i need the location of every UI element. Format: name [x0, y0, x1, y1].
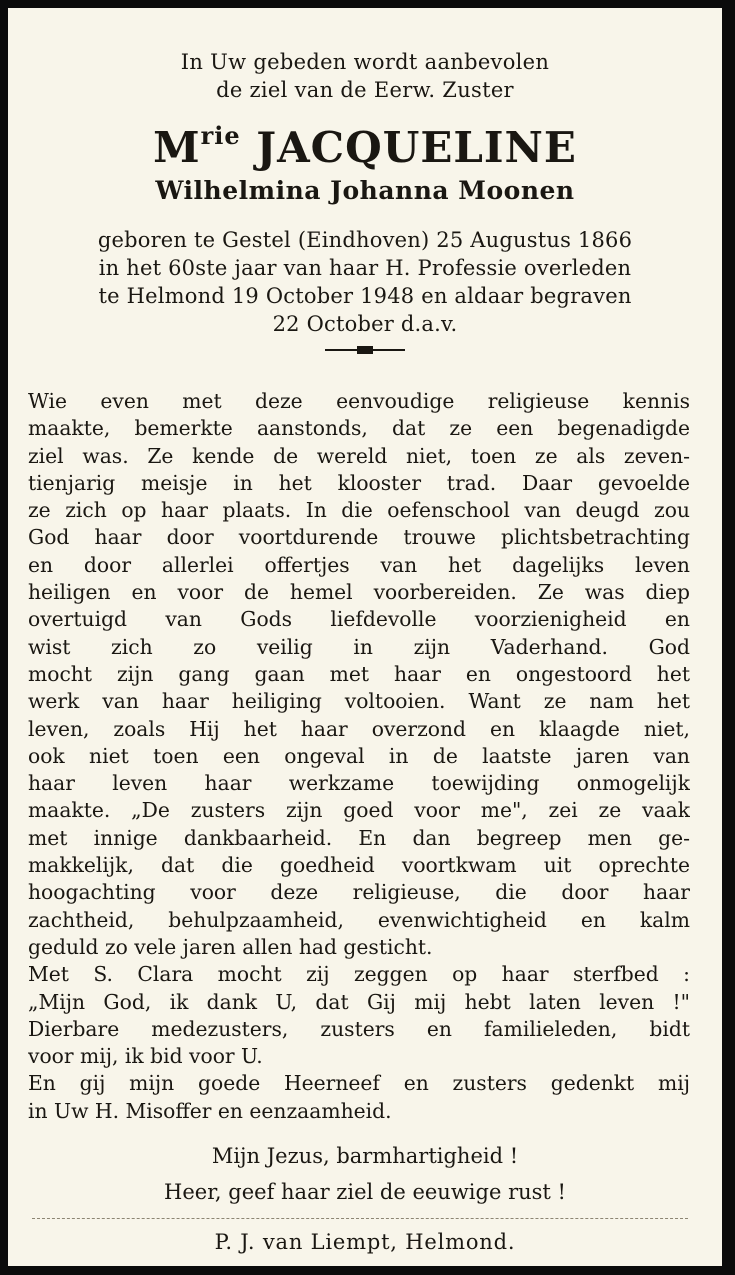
eulogy-line: in Uw H. Misoffer en eenzaamheid. — [28, 1098, 392, 1123]
eulogy-line: leven, zoals Hij het haar overzond en klaagde niet, — [28, 716, 690, 741]
eulogy-line: maakte, bemerkte aanstonds, dat ze een begenadigde — [28, 416, 690, 441]
eulogy-line: En gij mijn goede Heerneef en zusters gedenkt mij — [28, 1071, 690, 1096]
religious-name — [8, 110, 722, 174]
eulogy-line: met innige dankbaarheid. En dan begreep men ge- — [28, 825, 690, 850]
eulogy-line: ze zich op haar plaats. In die oefenschool van deugd zou — [28, 498, 690, 523]
eulogy-line: werk van haar heiliging voltooien. Want ze nam het — [28, 689, 690, 714]
eulogy-line: tienjarig meisje in het klooster trad. Daar gevoelde — [28, 470, 690, 495]
dates-line-2: in het 60ste jaar van haar H. Professie overleden — [98, 256, 632, 280]
eulogy-line: overtuigd van Gods liefdevolle voorzienigheid en — [28, 607, 690, 632]
ornament-divider — [325, 344, 405, 356]
intro-line-2: de ziel van de Eerw. Zuster — [216, 78, 514, 102]
printer-credit: P. J. van Liempt, Helmond. — [214, 1230, 516, 1254]
eulogy-line: Wie even met deze eenvoudige religieuse kennis — [28, 389, 690, 413]
eulogy-line: God haar door voortdurende trouwe plichtsbetrachting — [28, 525, 690, 550]
intro-text — [8, 48, 722, 104]
eulogy-line: ziel was. Ze kende de wereld niet, toen ze als zeven- — [28, 443, 690, 468]
intro-line-1: In Uw gebeden wordt aanbevolen — [180, 50, 550, 74]
eulogy-line: Dierbare medezusters, zusters en familieleden, bidt — [28, 1016, 690, 1041]
eulogy-line: voor mij, ik bid voor U. — [28, 1044, 263, 1069]
eulogy-line: geduld zo vele jaren allen had gesticht. — [28, 934, 433, 959]
eulogy-line: hoogachting voor deze religieuse, die door haar — [28, 880, 690, 905]
eulogy-text — [28, 388, 690, 1125]
name-main-text: JACQUELINE — [256, 123, 577, 172]
full-name: Wilhelmina Johanna Moonen — [155, 176, 575, 205]
dates-line-4: 22 October d.a.v. — [272, 312, 458, 336]
eulogy-line: mocht zijn gang gaan met haar en ongestoord het — [28, 661, 690, 686]
prayer-line-2: Heer, geef haar ziel de eeuwige rust ! — [164, 1180, 566, 1204]
card-header — [8, 48, 722, 356]
dates-block — [8, 226, 722, 338]
eulogy-line: zachtheid, behulpzaamheid, evenwichtigheid en kalm — [28, 907, 690, 932]
eulogy-line: en door allerlei offertjes van het dagelijks leven — [28, 552, 690, 577]
eulogy-line: makkelijk, dat die goedheid voortkwam uit oprechte — [28, 853, 690, 878]
eulogy-line: heiligen en voor de hemel voorbereiden. Ze was diep — [28, 580, 690, 605]
dates-line-3: te Helmond 19 October 1948 en aldaar begraven — [98, 284, 632, 308]
closing-prayers — [8, 1138, 722, 1210]
name-prefix-superscript: rie — [200, 121, 241, 150]
name-prefix: M — [153, 123, 201, 172]
eulogy-line: ook niet toen een ongeval in de laatste jaren van — [28, 743, 690, 768]
prayer-line-1: Mijn Jezus, barmhartigheid ! — [211, 1144, 519, 1168]
eulogy-line: Met S. Clara mocht zij zeggen op haar sterfbed : — [28, 962, 690, 987]
memorial-card — [8, 8, 722, 1266]
eulogy-line: wist zich zo veilig in zijn Vaderhand. God — [28, 634, 690, 659]
eulogy-line: haar leven haar werkzame toewijding onmogelijk — [28, 771, 690, 796]
eulogy-line: „Mijn God, ik dank U, dat Gij mij hebt laten leven !" — [28, 989, 690, 1014]
footer-divider — [32, 1218, 688, 1219]
eulogy-line: maakte. „De zusters zijn goed voor me", zei ze vaak — [28, 798, 690, 823]
dates-line-1: geboren te Gestel (Eindhoven) 25 Augustus 1866 — [97, 228, 633, 252]
